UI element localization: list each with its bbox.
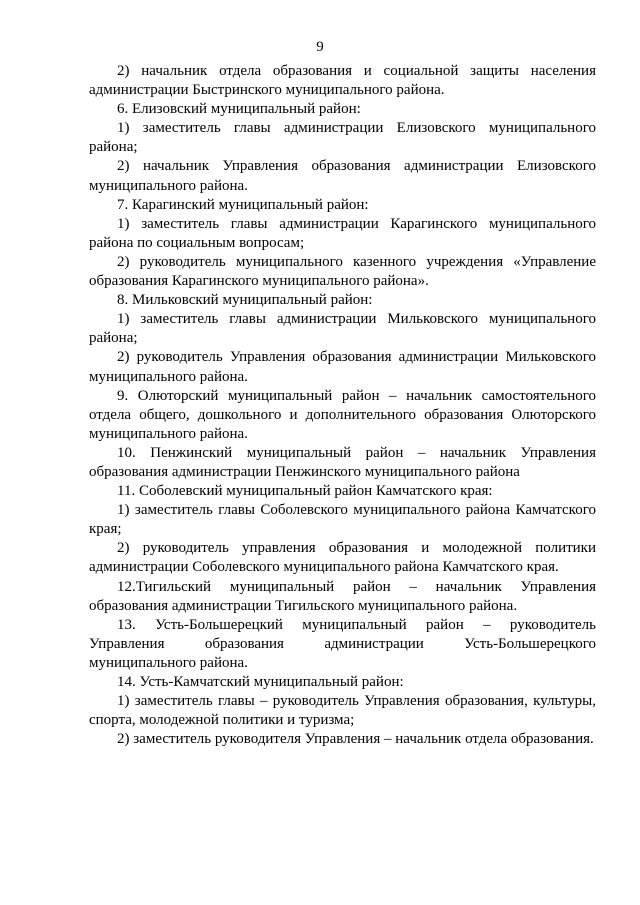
paragraph-ust-bolsheretsky: 13. Усть-Большерецкий муниципальный район – руководитель Управления образования администрации Усть-Большерецкого муниципального района. bbox=[89, 616, 596, 671]
paragraph-ust-kamchatsky-item-2: 2) заместитель руководителя Управления – начальник отдела образования. bbox=[117, 731, 594, 748]
paragraph-penzhinsky: 10. Пенжинский муниципальный район – начальник Управления образования администрации Пенжинского муниципального района bbox=[89, 444, 596, 480]
paragraph-elizovsky-item-1: 1) заместитель главы администрации Елизовского муниципального района; bbox=[89, 120, 596, 156]
paragraph-karaginsky-item-1: 1) заместитель главы администрации Карагинского муниципального района по социальным вопросам; bbox=[89, 215, 596, 251]
page-number: 9 bbox=[316, 39, 324, 55]
paragraph-karaginsky-item-2: 2) руководитель муниципального казенного учреждения «Управление образования Карагинского муниципального района». bbox=[89, 253, 596, 290]
paragraph-tigilsky: 12.Тигильский муниципальный район – начальник Управления образования администрации Тигильского муниципального района. bbox=[89, 578, 596, 614]
paragraph-milkovsky-heading: 8. Мильковский муниципальный район: bbox=[117, 292, 373, 309]
document-body bbox=[89, 62, 596, 749]
paragraph-sobolevsky-item-2: 2) руководитель управления образования и молодежной политики администрации Соболевского муниципального района Камчатского края. bbox=[89, 540, 596, 576]
paragraph-elizovsky-heading: 6. Елизовский муниципальный район: bbox=[117, 101, 361, 118]
paragraph-ust-kamchatsky-heading: 14. Усть-Камчатский муниципальный район: bbox=[117, 674, 404, 690]
paragraph-olyutorsky: 9. Олюторский муниципальный район – начальник самостоятельного отдела общего, дошкольного и дополнительного образования Олюторского муниципального района. bbox=[89, 387, 596, 442]
paragraph-milkovsky-item-1: 1) заместитель главы администрации Мильковского муниципального района; bbox=[89, 311, 596, 347]
paragraph-elizovsky-item-2: 2) начальник Управления образования администрации Елизовского муниципального района. bbox=[89, 158, 596, 194]
paragraph-bystrinsky-item-2: 2) начальник отдела образования и социальной защиты населения администрации Быстринского муниципального района. bbox=[89, 63, 596, 99]
paragraph-sobolevsky-heading: 11. Соболевский муниципальный район Камчатского края: bbox=[117, 483, 493, 500]
paragraph-sobolevsky-item-1: 1) заместитель главы Соболевского муниципального района Камчатского края; bbox=[89, 502, 596, 538]
paragraph-milkovsky-item-2: 2) руководитель Управления образования администрации Мильковского муниципального района. bbox=[89, 349, 596, 385]
paragraph-karaginsky-heading: 7. Карагинский муниципальный район: bbox=[117, 196, 369, 213]
paragraph-ust-kamchatsky-item-1: 1) заместитель главы – руководитель Управления образования, культуры, спорта, молодежной политики и туризма; bbox=[89, 693, 596, 729]
